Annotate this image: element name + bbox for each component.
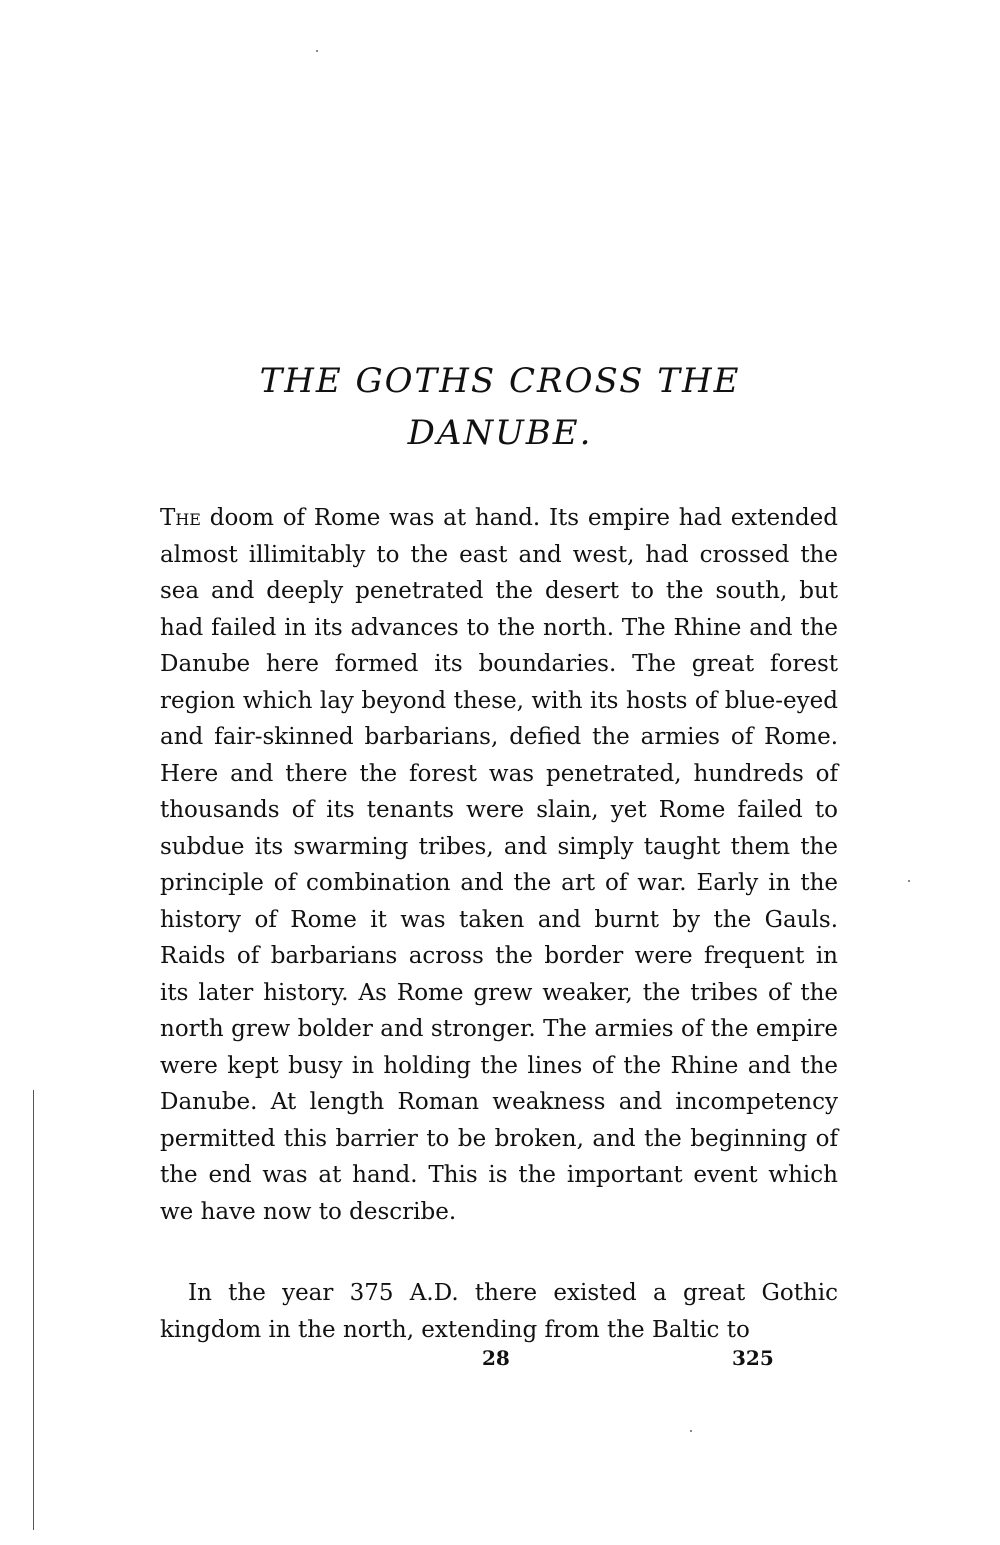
signature-mark-left: 28 [482, 1346, 510, 1370]
paragraph-1-text: doom of Rome was at hand. Its empire had extended almost illimitably to the east and west, had crossed the sea and deeply penetrated the desert to the south, but had failed in its advances to the north. The Rhine and the Danube here formed its boundaries. The great forest region which lay beyond these, with its hosts of blue-eyed and fair-skinned barbarians, defied the armies of Rome. Here and there the forest was penetrated, hundreds of thousands of its tenants were slain, yet Rome failed to subdue its swarming tribes, and simply taught them the principle of combination and the art of war. Early in the history of Rome it was taken and burnt by the Gauls. Raids of barbarians across the border were frequent in its later history. As Rome grew weaker, the tribes of the north grew bolder and stronger. The armies of the empire were kept busy in holding the lines of the Rhine and the Danube. At length Roman weakness and incompetency permitted this barrier to be broken, and the beginning of the end was at hand. This is the important event which we have now to describe. [160, 505, 838, 1225]
chapter-title-line-1: THE GOTHS CROSS THE [259, 361, 741, 401]
paragraph-1 [160, 500, 838, 1230]
scan-speck [690, 1430, 692, 1432]
signature-mark-right: 325 [732, 1346, 774, 1370]
scan-edge-line [33, 1090, 34, 1530]
paragraph-1-lead-word: The [160, 505, 201, 531]
paragraph-2: In the year 375 A.D. there existed a great Gothic kingdom in the north, extending from the Baltic to [160, 1280, 838, 1343]
chapter-title-line-2: DANUBE. [407, 413, 593, 453]
scan-speck [316, 50, 318, 52]
scan-speck [908, 880, 910, 882]
